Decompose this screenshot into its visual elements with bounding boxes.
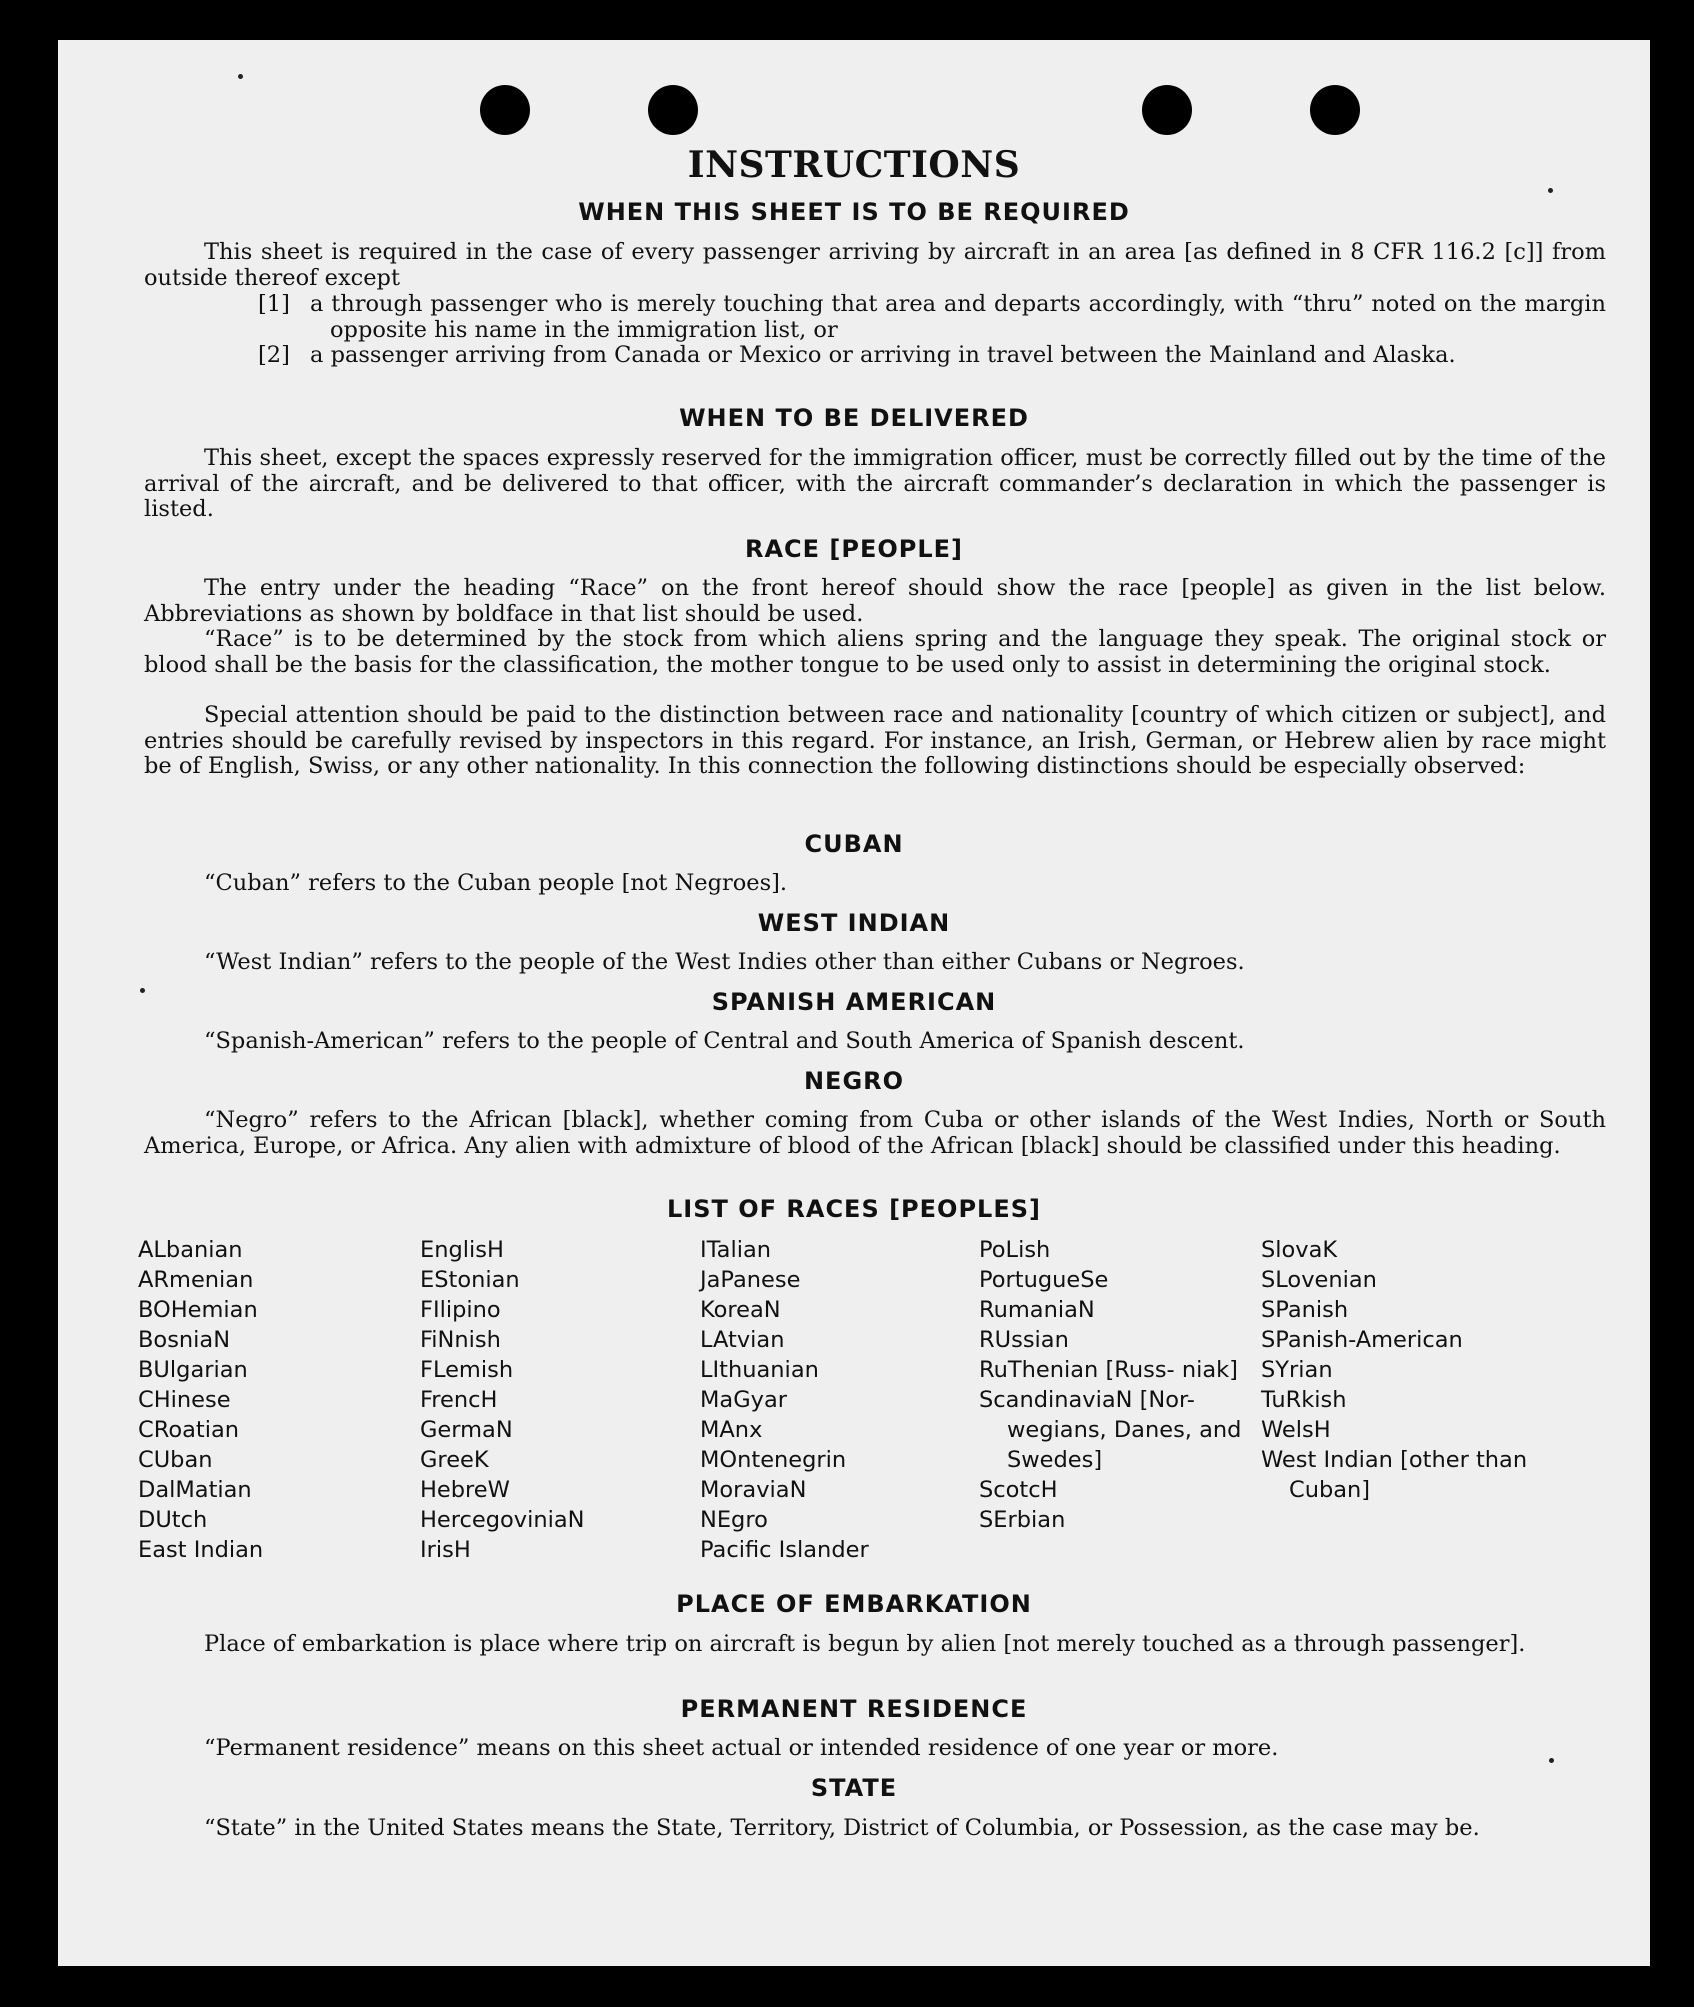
race-entry: SPanish-American — [1261, 1327, 1463, 1353]
race-entry: FrencH — [420, 1387, 498, 1413]
race-paragraph-3: Special attention should be paid to the distinction between race and nationality [country of which citizen or subject], and entries should be carefully revised by inspectors in this regard. For instance, an Irish, German, or Hebrew alien by race might be of English, Swiss, or any other nationality. In this connection the following distinctions should be especially observed: — [144, 702, 1606, 779]
heading-cuban: CUBAN — [804, 830, 904, 858]
list-item-1: a through passenger who is merely touching that area and departs accordingly, with “thru” noted on the margin opposite his name in the immigration list, or — [310, 291, 1606, 343]
punch-hole — [1310, 85, 1360, 135]
heading-when-required: WHEN THIS SHEET IS TO BE REQUIRED — [578, 198, 1130, 226]
race-entry: RUssian — [979, 1327, 1069, 1353]
negro-text: “Negro” refers to the African [black], whether coming from Cuba or other islands of the West Indies, North or South America, Europe, or Africa. Any alien with admixture of blood of the African [black] should be classified under this heading. — [144, 1107, 1606, 1159]
race-entry: EStonian — [420, 1267, 520, 1293]
race-entry: FLemish — [420, 1357, 514, 1383]
race-entry: SPanish — [1261, 1297, 1349, 1323]
punch-hole — [648, 85, 698, 135]
heading-race: RACE [PEOPLE] — [744, 535, 964, 563]
race-entry: WelsH — [1261, 1417, 1331, 1443]
spanish-american-text: “Spanish-American” refers to the people of Central and South America of Spanish descent. — [204, 1028, 1245, 1054]
race-entry: CUban — [138, 1447, 213, 1473]
race-entry: DUtch — [138, 1507, 208, 1533]
race-entry: PoLish — [979, 1237, 1051, 1263]
race-entry: JaPanese — [700, 1267, 801, 1293]
race-entry: RuThenian [Russ- niak] — [979, 1357, 1238, 1383]
heading-spanish-american: SPANISH AMERICAN — [711, 988, 997, 1016]
race-entry: West Indian [other than Cuban] — [1261, 1447, 1528, 1503]
race-entry: GreeK — [420, 1447, 489, 1473]
state-text: “State” in the United States means the State, Territory, District of Columbia, or Possession, as the case may be. — [204, 1815, 1480, 1841]
punch-hole — [1142, 85, 1192, 135]
race-entry: ARmenian — [138, 1267, 254, 1293]
race-entry: MOntenegrin — [700, 1447, 847, 1473]
races-column-5 — [1261, 1235, 1528, 1505]
race-entry: GermaN — [420, 1417, 513, 1443]
race-entry: SLovenian — [1261, 1267, 1377, 1293]
race-entry: PortugueSe — [979, 1267, 1109, 1293]
heading-when-delivered: WHEN TO BE DELIVERED — [679, 404, 1029, 432]
embarkation-text: Place of embarkation is place where trip on aircraft is begun by alien [not merely touched as a through passenger]. — [204, 1631, 1526, 1657]
race-entry: CRoatian — [138, 1417, 240, 1443]
list-marker-2: [2] — [258, 342, 290, 368]
race-paragraph-2: “Race” is to be determined by the stock from which aliens spring and the language they speak. The original stock or blood shall be the basis for the classification, the mother tongue to be used only to assist in determining the original stock. — [144, 626, 1606, 678]
race-paragraph-1: The entry under the heading “Race” on the front hereof should show the race [people] as given in the list below. Abbreviations as shown by boldface in that list should be used. — [144, 575, 1606, 627]
heading-negro: NEGRO — [803, 1067, 905, 1095]
race-entry: MAnx — [700, 1417, 763, 1443]
race-entry: KoreaN — [700, 1297, 781, 1323]
west-indian-text: “West Indian” refers to the people of the West Indies other than either Cubans or Negroes. — [204, 949, 1245, 975]
punch-hole — [480, 85, 530, 135]
list-marker-1: [1] — [258, 291, 290, 317]
races-column-3 — [700, 1235, 869, 1565]
heading-embarkation: PLACE OF EMBARKATION — [676, 1590, 1032, 1618]
ink-speck — [238, 74, 243, 79]
race-entry: DalMatian — [138, 1477, 252, 1503]
heading-residence: PERMANENT RESIDENCE — [680, 1695, 1028, 1723]
races-column-4 — [979, 1235, 1249, 1535]
race-entry: East Indian — [138, 1537, 264, 1563]
cuban-text: “Cuban” refers to the Cuban people [not Negroes]. — [204, 870, 788, 896]
race-entry: FIlipino — [420, 1297, 501, 1323]
document-page — [58, 40, 1650, 1966]
race-entry: ALbanian — [138, 1237, 243, 1263]
race-entry: RumaniaN — [979, 1297, 1095, 1323]
race-entry: IrisH — [420, 1537, 471, 1563]
race-entry: BOHemian — [138, 1297, 258, 1323]
heading-state: STATE — [810, 1774, 898, 1802]
when-required-intro: This sheet is required in the case of every passenger arriving by aircraft in an area [as defined in 8 CFR 116.2 [c]] from outside thereof except — [144, 239, 1606, 291]
race-entry: SlovaK — [1261, 1237, 1338, 1263]
race-entry: NEgro — [700, 1507, 768, 1533]
heading-west-indian: WEST INDIAN — [757, 909, 951, 937]
race-entry: LAtvian — [700, 1327, 785, 1353]
race-entry: SErbian — [979, 1507, 1066, 1533]
race-entry: MoraviaN — [700, 1477, 807, 1503]
race-entry: TuRkish — [1261, 1387, 1347, 1413]
race-entry: SYrian — [1261, 1357, 1333, 1383]
when-delivered-text: This sheet, except the spaces expressly reserved for the immigration officer, must be correctly filled out by the time of the arrival of the aircraft, and be delivered to that officer, with the aircraft commander’s declaration in which the passenger is listed. — [144, 445, 1606, 522]
races-column-1 — [138, 1235, 263, 1565]
race-entry: BosniaN — [138, 1327, 231, 1353]
race-entry: CHinese — [138, 1387, 231, 1413]
residence-text: “Permanent residence” means on this sheet actual or intended residence of one year or more. — [204, 1735, 1279, 1761]
race-entry: ScotcH — [979, 1477, 1058, 1503]
race-entry: BUlgarian — [138, 1357, 248, 1383]
race-entry: HebreW — [420, 1477, 510, 1503]
race-entry: ScandinaviaN [Nor- wegians, Danes, and Swedes] — [979, 1387, 1242, 1473]
race-entry: MaGyar — [700, 1387, 787, 1413]
list-item-2: a passenger arriving from Canada or Mexico or arriving in travel between the Mainland and Alaska. — [310, 342, 1456, 368]
race-entry: HercegoviniaN — [420, 1507, 585, 1533]
race-entry: ITalian — [700, 1237, 771, 1263]
ink-speck — [1548, 188, 1553, 193]
race-entry: EnglisH — [420, 1237, 504, 1263]
races-column-2 — [420, 1235, 584, 1565]
race-entry: LIthuanian — [700, 1357, 819, 1383]
page-title: INSTRUCTIONS — [687, 144, 1021, 186]
race-entry: Pacific Islander — [700, 1537, 869, 1563]
race-entry: FiNnish — [420, 1327, 501, 1353]
heading-list-of-races: LIST OF RACES [PEOPLES] — [667, 1195, 1041, 1223]
